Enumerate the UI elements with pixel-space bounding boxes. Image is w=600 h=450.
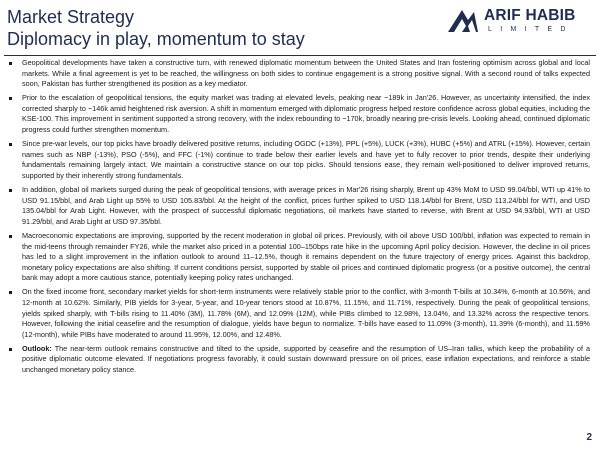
company-logo — [448, 6, 594, 36]
bullet-item: Since pre-war levels, our top picks have broadly delivered positive returns, including OGDC (+13%), PPL (+5%), LUCK (+3%), HUBC (+5%) and ATRL (+15%). However, certain names such as NBP (-13%), PSO (-5%), and FFC (-1%) continue to trade below their earlier levels and have yet to fully recover to prior trends, despite their underlying fundamentals remaining largely intact. We maintain a constructive stance on our top picks. Should tensions ease, they remain well-positioned to deliver improved returns, supported by their inherently strong fundamentals. — [4, 139, 590, 181]
outlook-label: Outlook: — [22, 343, 52, 353]
bullet-item: Prior to the escalation of geopolitical tensions, the equity market was trading at elevated levels, peaking near ~189k in Jan'26. However, as uncertainty intensified, the index corrected sharply to ~146k amid heightened risk aversion. A shift in momentum emerged with diplomatic progress helped restore confidence across global equities, including the KSE-100. This improvement in sentiment supported a strong recovery, with the index rebounding to ~170k, broadly nearing pre-crisis levels. Looking ahead, continued diplomatic progress could further strengthen momentum. — [4, 93, 590, 135]
page-header — [0, 0, 600, 56]
bullet-item: On the fixed income front, secondary market yields for short-term instruments were relatively stable prior to the conflict, with 3-month T-bills at 10.34%, 6-month at 10.56%, and 12-month at 10.62%. Similarly, PIB yields for 3-year, 5-year, and 10-year tenors stood at 10.87%, 11.15%, and 11.71%, respectively. During the peak of geopolitical tensions, yields spiked sharply, with T-bills rising to 11.40% (3M), 11.78% (6M), and 12.09% (12M), while PIBs climbed to 12.98%, 13.04%, and 13.32% across the respective tenors. However, following the initial ceasefire and the resumption of dialogue, yields have begun to normalize. T-bills have eased to 11.09% (3-month), 11.39% (6-month), and 11.59% (12-month), while PIBs have moderated to around 11.95%, 12.00%, and 12.48%. — [4, 287, 590, 340]
bullet-list — [4, 58, 590, 376]
logo-subtitle: LIMITED — [488, 26, 574, 33]
outlook-text: The near-term outlook remains constructive and tilted to the upside, supported by ceasefire and the resumption of US–Iran talks, which keep the probability of a positive diplomatic outcome elevated. If negotiations progress favorably, it could sustain downward pressure on oil prices, ease inflation expectations, and reinforce a stable unchanged monetary policy stance. — [22, 343, 591, 375]
arif-habib-logo-icon — [448, 6, 478, 34]
bullet-item: Macroeconomic expectations are improving, supported by the recent moderation in global oil prices. Previously, with oil above USD 100/bbl, inflation was expected to remain in the mid-teens through remainder FY26, while the market also priced in a potential 100–150bps rate hike in the upcoming April policy decision. However, the decline in oil prices has led to a slight improvement in the inflation outlook to around 11–12.5%, though it remains dependent on the future trajectory of energy prices. Against this backdrop, monetary policy expectations are also shifting. If current conditions persist, supported by stable oil prices and continued diplomatic progress (or a positive outcome), the central bank may adopt a more cautious stance, potentially keeping policy rates unchanged. — [4, 231, 590, 284]
bullet-item: Geopolitical developments have taken a constructive turn, with renewed diplomatic momentum between the United States and Iran fostering optimism across global and local markets. While a final agreement is yet to be reached, the willingness on both sides to continue engagement is a strong positive signal. With a second round of talks expected soon, Pakistan has further strengthened its position as a key mediator. — [4, 58, 590, 90]
page-number: 2 — [586, 432, 592, 443]
page-subtitle: Diplomacy in play, momentum to stay — [7, 29, 305, 49]
page-title: Market Strategy — [7, 7, 135, 27]
bullet-item: In addition, global oil markets surged during the peak of geopolitical tensions, with average prices in Mar'26 rising sharply, Brent up 43% MoM to USD 99.04/bbl, WTI up 41% to USD 91.15/bbl, and Arab Light up 55% to USD 105.83/bbl. At the height of the conflict, prices further spiked to USD 118.14/bbl for Brent, USD 113.24/bbl for WTI, and USD 135.04/bbl for Arab Light. However, with the prospect of successful diplomatic negotiations, oil markets have started to reverse, with Brent at USD 94.93/bbl, WTI at USD 91.29/bbl, and Arab Light at USD 97.35/bbl. — [4, 185, 590, 227]
outlook-item — [4, 344, 590, 376]
strategy-body — [4, 58, 590, 379]
header-divider — [4, 55, 596, 56]
logo-name: ARIF HABIB — [484, 7, 576, 24]
